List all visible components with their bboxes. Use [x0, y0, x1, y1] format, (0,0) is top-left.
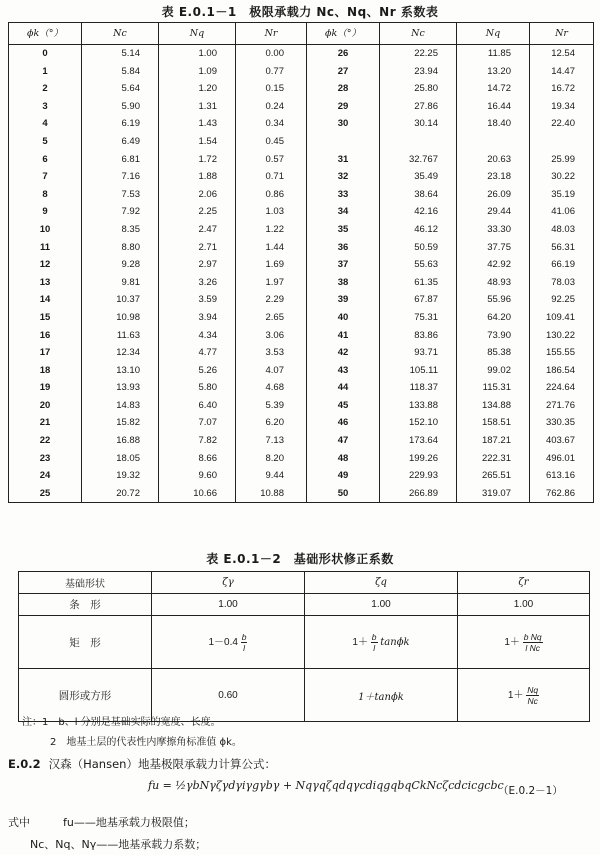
coefficient-cell: 403.67 — [530, 432, 594, 450]
cell: 1.00 — [152, 594, 305, 616]
table1-title: 表 E.0.1－1 极限承载力 Nc、Nq、Nr 系数表 — [161, 5, 439, 19]
row-label: 条 形 — [19, 594, 152, 616]
where-line-1: 式中 fu——地基承载力极限值； — [8, 816, 195, 829]
angle-cell: 30 — [307, 115, 380, 133]
note-1: 注：1 b、l 分别是基础实际的宽度、长度。 — [22, 717, 221, 728]
angle-cell: 41 — [307, 327, 380, 345]
coefficient-cell: 22.40 — [530, 115, 594, 133]
coefficient-cell: 5.80 — [159, 379, 236, 397]
coefficient-cell: 1.43 — [159, 115, 236, 133]
coefficient-cell: 75.31 — [380, 309, 457, 327]
angle-cell: 31 — [307, 151, 380, 169]
angle-cell: 22 — [9, 432, 82, 450]
table2-title: 表 E.0.1－2 基础形状修正系数 — [206, 552, 394, 566]
table-row — [9, 309, 594, 327]
coefficient-cell: 67.87 — [380, 291, 457, 309]
angle-cell: 19 — [9, 379, 82, 397]
angle-cell: 13 — [9, 274, 82, 292]
coefficient-cell: 224.64 — [530, 379, 594, 397]
coefficient-cell: 55.96 — [457, 291, 530, 309]
numerator: Nq — [527, 684, 539, 695]
formula-prefix: 1＋ — [504, 636, 520, 648]
table-row — [9, 362, 594, 380]
coefficient-cell: 8.35 — [82, 221, 159, 239]
col-header: Nc — [380, 23, 457, 45]
coefficient-cell: 173.64 — [380, 432, 457, 450]
coefficient-cell: 1.03 — [236, 203, 307, 221]
denominator: l Nc — [525, 642, 540, 653]
angle-cell: 35 — [307, 221, 380, 239]
angle-cell: 47 — [307, 432, 380, 450]
angle-cell: 34 — [307, 203, 380, 221]
coefficient-cell: 0.77 — [236, 63, 307, 81]
table-row — [9, 186, 594, 204]
coefficient-cell: 0.71 — [236, 168, 307, 186]
angle-cell: 15 — [9, 309, 82, 327]
formula-prefix: 1＋ — [352, 636, 368, 648]
note-2: 2 地基土层的代表性内摩擦角标准值 ϕk。 — [50, 737, 242, 748]
coefficient-cell: 134.88 — [457, 397, 530, 415]
coefficient-cell: 3.59 — [159, 291, 236, 309]
angle-cell — [307, 133, 380, 151]
coefficient-cell: 12.54 — [530, 45, 594, 63]
coefficient-cell: 0.15 — [236, 80, 307, 98]
coefficient-cell: 8.80 — [82, 239, 159, 257]
coefficient-cell: 61.35 — [380, 274, 457, 292]
table-row — [19, 616, 590, 669]
coefficient-cell: 35.19 — [530, 186, 594, 204]
coefficient-cell: 0.24 — [236, 98, 307, 116]
coefficient-cell: 4.34 — [159, 327, 236, 345]
coefficient-cell: 3.26 — [159, 274, 236, 292]
angle-cell: 18 — [9, 362, 82, 380]
angle-cell: 8 — [9, 186, 82, 204]
coefficient-cell: 78.03 — [530, 274, 594, 292]
table-row — [9, 203, 594, 221]
coefficient-cell: 56.31 — [530, 239, 594, 257]
section-text: 汉森（Hansen）地基极限承载力计算公式： — [48, 757, 276, 771]
coefficient-cell: 30.22 — [530, 168, 594, 186]
denominator: Nc — [527, 695, 538, 706]
table-row — [9, 397, 594, 415]
formula-prefix: 1＋ — [507, 689, 524, 701]
angle-cell: 46 — [307, 414, 380, 432]
table-row — [9, 239, 594, 257]
cell: 1.00 — [458, 594, 590, 616]
coefficient-cell: 32.767 — [380, 151, 457, 169]
angle-cell: 5 — [9, 133, 82, 151]
coefficient-cell: 5.39 — [236, 397, 307, 415]
coefficient-cell: 8.66 — [159, 450, 236, 468]
coefficient-cell: 9.60 — [159, 467, 236, 485]
coefficient-cell: 265.51 — [457, 467, 530, 485]
coefficient-cell — [530, 133, 594, 151]
coefficient-cell: 5.26 — [159, 362, 236, 380]
coefficient-cell: 26.09 — [457, 186, 530, 204]
angle-cell: 44 — [307, 379, 380, 397]
coefficient-cell: 10.88 — [236, 485, 307, 503]
angle-cell: 6 — [9, 151, 82, 169]
coefficient-cell: 13.93 — [82, 379, 159, 397]
cell — [458, 669, 590, 722]
col-header-zeta-q: ζq — [305, 572, 458, 594]
coefficient-cell: 4.68 — [236, 379, 307, 397]
coefficient-cell: 1.72 — [159, 151, 236, 169]
coefficient-cell: 222.31 — [457, 450, 530, 468]
coefficient-cell: 1.00 — [159, 45, 236, 63]
table-row — [9, 133, 594, 151]
table-row — [9, 256, 594, 274]
angle-cell: 48 — [307, 450, 380, 468]
coefficient-cell: 496.01 — [530, 450, 594, 468]
row-label: 圆形或方形 — [19, 669, 152, 722]
cell — [305, 669, 458, 722]
coefficient-cell: 2.06 — [159, 186, 236, 204]
coefficient-cell: 14.72 — [457, 80, 530, 98]
angle-cell: 10 — [9, 221, 82, 239]
table-row — [9, 432, 594, 450]
coefficient-cell: 7.82 — [159, 432, 236, 450]
coefficient-cell: 46.12 — [380, 221, 457, 239]
denominator: l — [373, 642, 376, 653]
cell: 1.00 — [305, 594, 458, 616]
coefficient-cell: 19.34 — [530, 98, 594, 116]
table2-header-row — [19, 572, 590, 594]
coefficient-cell: 1.20 — [159, 80, 236, 98]
coefficient-cell: 48.03 — [530, 221, 594, 239]
coefficient-cell: 41.06 — [530, 203, 594, 221]
coefficient-cell: 2.97 — [159, 256, 236, 274]
coefficient-cell: 7.13 — [236, 432, 307, 450]
coefficient-cell: 25.80 — [380, 80, 457, 98]
coefficient-cell: 1.22 — [236, 221, 307, 239]
coefficient-cell: 133.88 — [380, 397, 457, 415]
coefficient-cell: 48.93 — [457, 274, 530, 292]
coefficient-cell: 7.07 — [159, 414, 236, 432]
denominator: l — [243, 642, 246, 653]
coefficient-cell: 5.90 — [82, 98, 159, 116]
table-row — [9, 291, 594, 309]
coefficient-cell: 109.41 — [530, 309, 594, 327]
coefficient-cell: 27.86 — [380, 98, 457, 116]
coefficient-cell: 6.40 — [159, 397, 236, 415]
coefficient-cell: 2.29 — [236, 291, 307, 309]
coefficient-cell: 42.92 — [457, 256, 530, 274]
cell — [305, 616, 458, 669]
table-row — [9, 467, 594, 485]
coefficient-cell: 8.20 — [236, 450, 307, 468]
coefficient-cell: 9.28 — [82, 256, 159, 274]
cell — [458, 616, 590, 669]
coefficient-cell: 0.86 — [236, 186, 307, 204]
angle-cell: 39 — [307, 291, 380, 309]
coefficient-cell: 33.30 — [457, 221, 530, 239]
angle-cell: 49 — [307, 467, 380, 485]
angle-cell: 26 — [307, 45, 380, 63]
angle-cell: 45 — [307, 397, 380, 415]
coefficient-cell: 25.99 — [530, 151, 594, 169]
coefficient-cell: 2.71 — [159, 239, 236, 257]
coefficient-cell: 229.93 — [380, 467, 457, 485]
col-header: ϕk（°） — [307, 23, 380, 45]
angle-cell: 37 — [307, 256, 380, 274]
table-row — [9, 98, 594, 116]
angle-cell: 7 — [9, 168, 82, 186]
coefficient-cell: 2.65 — [236, 309, 307, 327]
angle-cell: 32 — [307, 168, 380, 186]
angle-cell: 27 — [307, 63, 380, 81]
coefficient-cell: 42.16 — [380, 203, 457, 221]
coefficient-cell: 99.02 — [457, 362, 530, 380]
angle-cell: 40 — [307, 309, 380, 327]
row-label: 矩 形 — [19, 616, 152, 669]
coefficient-cell: 83.86 — [380, 327, 457, 345]
coefficient-cell: 18.05 — [82, 450, 159, 468]
angle-cell: 11 — [9, 239, 82, 257]
angle-cell: 4 — [9, 115, 82, 133]
coefficient-cell: 5.14 — [82, 45, 159, 63]
table-row — [9, 151, 594, 169]
coefficient-cell: 2.25 — [159, 203, 236, 221]
coefficient-cell: 37.75 — [457, 239, 530, 257]
coefficient-cell — [380, 133, 457, 151]
coefficient-cell: 9.44 — [236, 467, 307, 485]
coefficient-cell: 20.72 — [82, 485, 159, 503]
coefficient-cell: 3.53 — [236, 344, 307, 362]
coefficient-cell: 11.85 — [457, 45, 530, 63]
formula-prefix: 1－0.4 — [208, 636, 238, 648]
coefficient-cell: 7.53 — [82, 186, 159, 204]
table-row — [9, 327, 594, 345]
coefficient-cell: 66.19 — [530, 256, 594, 274]
table-row — [9, 274, 594, 292]
coefficient-cell: 3.94 — [159, 309, 236, 327]
coefficient-cell: 23.94 — [380, 63, 457, 81]
coefficient-cell: 105.11 — [380, 362, 457, 380]
coefficient-cell: 5.84 — [82, 63, 159, 81]
table1-header-row — [9, 23, 594, 45]
hansen-formula: fu = ½γbNγζγdγiγgγbγ + NqγqζqdqγcdiqgqbqCkNcζcdcicgcbc — [148, 779, 504, 792]
coefficient-cell: 6.19 — [82, 115, 159, 133]
coefficient-cell: 23.18 — [457, 168, 530, 186]
col-header: Nr — [236, 23, 307, 45]
angle-cell: 28 — [307, 80, 380, 98]
coefficient-cell: 199.26 — [380, 450, 457, 468]
table-row — [9, 344, 594, 362]
coefficient-cell: 4.77 — [159, 344, 236, 362]
coefficient-cell: 115.31 — [457, 379, 530, 397]
where-line-2: Nc、Nq、Nγ——地基承载力系数； — [30, 838, 207, 851]
angle-cell: 3 — [9, 98, 82, 116]
coefficient-cell: 1.31 — [159, 98, 236, 116]
coefficient-cell: 266.89 — [380, 485, 457, 503]
col-header-zeta-gamma: ζγ — [152, 572, 305, 594]
coefficient-cell: 0.34 — [236, 115, 307, 133]
coefficient-cell: 10.66 — [159, 485, 236, 503]
section-heading — [8, 756, 276, 772]
table-row — [9, 45, 594, 63]
coefficient-cell: 158.51 — [457, 414, 530, 432]
coefficient-cell: 1.09 — [159, 63, 236, 81]
table-row — [9, 221, 594, 239]
angle-cell: 23 — [9, 450, 82, 468]
coefficient-cell: 613.16 — [530, 467, 594, 485]
formula-suffix: tanϕk — [380, 636, 410, 648]
col-header: Nq — [159, 23, 236, 45]
table-row — [9, 450, 594, 468]
angle-cell: 29 — [307, 98, 380, 116]
angle-cell: 36 — [307, 239, 380, 257]
table-row — [9, 115, 594, 133]
angle-cell: 38 — [307, 274, 380, 292]
formula: 1＋tanϕk — [358, 691, 404, 703]
coefficient-cell: 1.44 — [236, 239, 307, 257]
coefficient-cell: 4.07 — [236, 362, 307, 380]
coefficient-cell: 19.32 — [82, 467, 159, 485]
angle-cell: 43 — [307, 362, 380, 380]
coefficient-cell: 0.45 — [236, 133, 307, 151]
coefficient-cell: 330.35 — [530, 414, 594, 432]
coefficient-cell: 1.88 — [159, 168, 236, 186]
coefficient-cell: 152.10 — [380, 414, 457, 432]
coefficient-cell: 118.37 — [380, 379, 457, 397]
coefficient-cell: 16.44 — [457, 98, 530, 116]
coefficient-cell: 13.10 — [82, 362, 159, 380]
coefficient-cell: 9.81 — [82, 274, 159, 292]
table-row — [9, 414, 594, 432]
coefficient-cell: 73.90 — [457, 327, 530, 345]
col-header: Nq — [457, 23, 530, 45]
coefficient-cell: 187.21 — [457, 432, 530, 450]
numerator: b — [371, 631, 377, 642]
coefficient-cell: 6.81 — [82, 151, 159, 169]
coefficient-cell: 15.82 — [82, 414, 159, 432]
coefficient-cell: 85.38 — [457, 344, 530, 362]
coefficient-cell: 64.20 — [457, 309, 530, 327]
angle-cell: 50 — [307, 485, 380, 503]
coefficient-cell: 38.64 — [380, 186, 457, 204]
angle-cell: 21 — [9, 414, 82, 432]
coefficient-cell: 14.47 — [530, 63, 594, 81]
angle-cell: 33 — [307, 186, 380, 204]
coefficient-cell: 6.49 — [82, 133, 159, 151]
coefficient-cell: 1.69 — [236, 256, 307, 274]
coefficient-cell: 130.22 — [530, 327, 594, 345]
coefficient-cell: 5.64 — [82, 80, 159, 98]
fraction — [526, 685, 539, 706]
angle-cell: 9 — [9, 203, 82, 221]
angle-cell: 24 — [9, 467, 82, 485]
coefficient-cell: 30.14 — [380, 115, 457, 133]
coefficient-cell — [457, 133, 530, 151]
coefficient-cell: 762.86 — [530, 485, 594, 503]
coefficient-cell: 14.83 — [82, 397, 159, 415]
angle-cell: 2 — [9, 80, 82, 98]
table-row — [9, 485, 594, 503]
section-number: E.0.2 — [8, 757, 41, 771]
coefficient-cell: 13.20 — [457, 63, 530, 81]
coefficient-cell: 50.59 — [380, 239, 457, 257]
col-header: Nr — [530, 23, 594, 45]
coefficient-cell: 20.63 — [457, 151, 530, 169]
formula-number: （E.0.2－1） — [498, 785, 563, 797]
fraction — [523, 632, 543, 653]
coefficient-cell: 22.25 — [380, 45, 457, 63]
coefficient-cell: 319.07 — [457, 485, 530, 503]
angle-cell: 14 — [9, 291, 82, 309]
angle-cell: 17 — [9, 344, 82, 362]
angle-cell: 25 — [9, 485, 82, 503]
coefficient-cell: 16.88 — [82, 432, 159, 450]
coefficient-cell: 10.98 — [82, 309, 159, 327]
coefficient-cell: 16.72 — [530, 80, 594, 98]
coefficient-cell: 3.06 — [236, 327, 307, 345]
angle-cell: 0 — [9, 45, 82, 63]
angle-cell: 12 — [9, 256, 82, 274]
coefficient-cell: 29.44 — [457, 203, 530, 221]
coefficient-cell: 35.49 — [380, 168, 457, 186]
cell — [152, 616, 305, 669]
coefficient-cell: 92.25 — [530, 291, 594, 309]
coefficient-cell: 10.37 — [82, 291, 159, 309]
table-row — [19, 594, 590, 616]
col-header: ϕk（°） — [9, 23, 82, 45]
coefficient-cell: 93.71 — [380, 344, 457, 362]
table-row — [9, 379, 594, 397]
cell: 0.60 — [152, 669, 305, 722]
coefficient-cell: 7.92 — [82, 203, 159, 221]
coefficient-cell: 0.57 — [236, 151, 307, 169]
angle-cell: 20 — [9, 397, 82, 415]
coefficient-cell: 11.63 — [82, 327, 159, 345]
fraction — [371, 632, 378, 653]
coefficient-cell: 18.40 — [457, 115, 530, 133]
coefficient-cell: 55.63 — [380, 256, 457, 274]
table-row — [9, 63, 594, 81]
coefficient-cell: 6.20 — [236, 414, 307, 432]
angle-cell: 1 — [9, 63, 82, 81]
col-header-shape: 基础形状 — [19, 572, 152, 594]
coefficient-cell: 186.54 — [530, 362, 594, 380]
coefficient-cell: 155.55 — [530, 344, 594, 362]
angle-cell: 42 — [307, 344, 380, 362]
coefficient-cell: 1.97 — [236, 274, 307, 292]
coefficient-cell: 271.76 — [530, 397, 594, 415]
shape-factor-table — [18, 571, 590, 722]
numerator: b Nq — [523, 631, 542, 642]
col-header-zeta-r: ζr — [458, 572, 590, 594]
coefficient-cell: 2.47 — [159, 221, 236, 239]
coefficient-cell: 12.34 — [82, 344, 159, 362]
bearing-capacity-table — [8, 22, 594, 503]
angle-cell: 16 — [9, 327, 82, 345]
numerator: b — [241, 631, 247, 642]
table-row — [9, 80, 594, 98]
col-header: Nc — [82, 23, 159, 45]
coefficient-cell: 0.00 — [236, 45, 307, 63]
fraction — [241, 632, 248, 653]
table-row — [9, 168, 594, 186]
coefficient-cell: 7.16 — [82, 168, 159, 186]
coefficient-cell: 1.54 — [159, 133, 236, 151]
